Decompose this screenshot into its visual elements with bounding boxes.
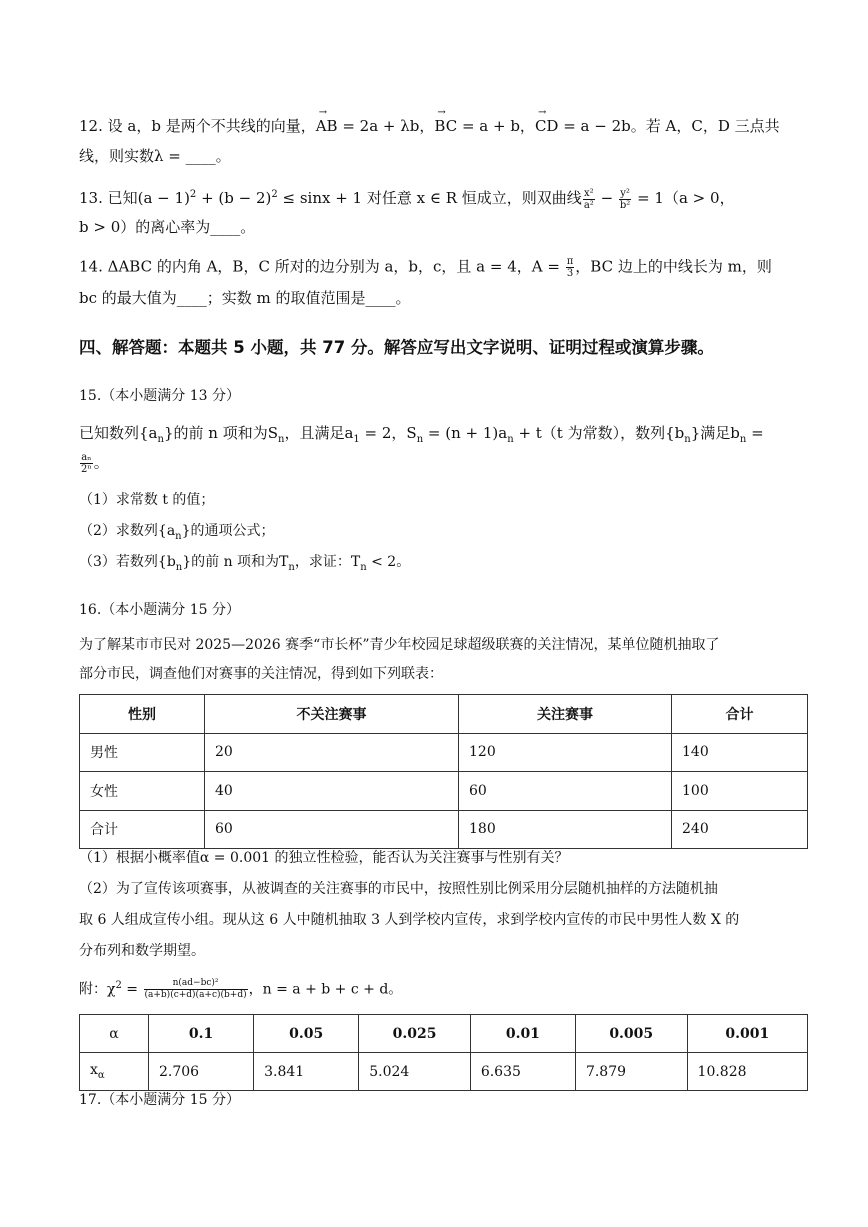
table-cell: 6.635 bbox=[470, 1053, 575, 1091]
q12-line1: 12. 设 a，b 是两个不共线的向量，→ AB = 2a + λb，→ BC = a + b，→ CD = a − 2b。若 A，C，D 三点共 bbox=[79, 116, 780, 136]
table-header-cell: 0.1 bbox=[149, 1015, 254, 1053]
table-header-row bbox=[80, 1015, 808, 1053]
table-header-row bbox=[80, 695, 808, 734]
table-cell: 60 bbox=[205, 810, 459, 849]
table-row bbox=[80, 810, 808, 849]
table-header-cell: 0.01 bbox=[470, 1015, 575, 1053]
table-cell: 5.024 bbox=[359, 1053, 471, 1091]
table-cell: 女性 bbox=[80, 772, 205, 811]
table-header-cell: 0.005 bbox=[575, 1015, 687, 1053]
table-cell: 40 bbox=[205, 772, 459, 811]
table-header-cell: 关注赛事 bbox=[459, 695, 672, 734]
q15-part2: （2）求数列$\{a_n\}$的通项公式； bbox=[79, 523, 275, 542]
q16-part1: （1）根据小概率值α = 0.001 的独立性检验，能否认为关注赛事与性别有关？ bbox=[79, 850, 569, 866]
table-cell: 60 bbox=[459, 772, 672, 811]
q17-header: 17.（本小题满分 15 分） bbox=[79, 1092, 240, 1108]
q15-part1: （1）求常数 t 的值； bbox=[79, 492, 215, 508]
table-header-cell: 0.05 bbox=[254, 1015, 359, 1053]
q15-stem-fraction: $\frac{\text{aₙ}}{\text{2ⁿ}}$ 。 bbox=[81, 452, 109, 475]
table-header-cell: 合计 bbox=[672, 695, 808, 734]
table-cell: 10.828 bbox=[687, 1053, 807, 1091]
q15-stem: 已知数列$\{a_n\}$的前 n 项和为$S_n$，且满足$a_1 = 2$，$S_n = (n + 1)a_n + t(t$ 为常数），数列$\{b_n\}$满足$b_n$ = bbox=[79, 424, 764, 445]
contingency-table bbox=[79, 694, 808, 849]
table-cell: 合计 bbox=[80, 810, 205, 849]
table-header-cell: α bbox=[80, 1015, 149, 1053]
q12-line2: 线，则实数λ = ____。 bbox=[79, 147, 231, 165]
table-cell: 7.879 bbox=[575, 1053, 687, 1091]
table-cell: 140 bbox=[672, 733, 808, 772]
table-cell: $x_\alpha$ bbox=[80, 1053, 149, 1091]
pi-over-three: $\frac{\pi}{3}$ bbox=[566, 256, 574, 279]
table-cell: 100 bbox=[672, 772, 808, 811]
table-row bbox=[80, 772, 808, 811]
q13-line1: 13. 已知$(a - 1)^2 + (b - 2)^2 \le \sin x + 1$ 对任意 x ∈ R 恒成立，则双曲线 $\frac{\text{x²}}{\text{a²}}$ − $\frac{\text{y²}}{\text{b²}}$ = 1（a > 0， bbox=[79, 187, 735, 211]
table-row bbox=[80, 1053, 808, 1091]
table-cell: 120 bbox=[459, 733, 672, 772]
table-cell: 240 bbox=[672, 810, 808, 849]
q16-stem-line1: 为了解某市市民对 2025—2026 赛季“市长杯”青少年校园足球超级联赛的关注情况，某单位随机抽取了 bbox=[79, 637, 720, 653]
q16-stem-line2: 部分市民，调查他们对赛事的关注情况，得到如下列联表： bbox=[79, 666, 443, 682]
table-cell: 2.706 bbox=[149, 1053, 254, 1091]
chi-square-formula: 附：$\chi^2$ = $\frac{\text{n(ad−bc)²}}{(a+b)(c+d)(a+c)(b+d)}$ ，n = a + b + c + d。 bbox=[79, 978, 403, 1001]
q15-header: 15.（本小题满分 13 分） bbox=[79, 388, 240, 404]
q13-line2: b > 0）的离心率为____。 bbox=[79, 218, 256, 236]
section-heading: 四、解答题：本题共 5 小题，共 77 分。解答应写出文字说明、证明过程或演算步骤。 bbox=[79, 338, 714, 357]
table-row bbox=[80, 733, 808, 772]
q15-part3: （3）若数列$\{b_n\}$的前 n 项和为$T_n$，求证：$T_n < 2$。 bbox=[79, 554, 411, 573]
table-header-cell: 性别 bbox=[80, 695, 205, 734]
table-cell: 20 bbox=[205, 733, 459, 772]
critical-value-table bbox=[79, 1014, 808, 1091]
table-cell: 男性 bbox=[80, 733, 205, 772]
q16-part2-line2: 取 6 人组成宣传小组。现从这 6 人中随机抽取 3 人到学校内宣传，求到学校内宣传的市民中男性人数 X 的 bbox=[79, 912, 740, 928]
hyperbola-x-fraction: $\frac{\text{x²}}{\text{a²}}$ bbox=[583, 187, 594, 211]
q16-header: 16.（本小题满分 15 分） bbox=[79, 602, 240, 618]
table-cell: 3.841 bbox=[254, 1053, 359, 1091]
q14-line1: 14. ΔABC 的内角 A，B，C 所对的边分别为 a，b，c，且 a = 4，A = $\frac{\pi}{3}$ ，BC 边上的中线长为 m，则 bbox=[79, 256, 772, 279]
table-cell: 180 bbox=[459, 810, 672, 849]
q16-part2-line3: 分布列和数学期望。 bbox=[79, 943, 205, 959]
table-header-cell: 不关注赛事 bbox=[205, 695, 459, 734]
table-header-cell: 0.001 bbox=[687, 1015, 807, 1053]
table-header-cell: 0.025 bbox=[359, 1015, 471, 1053]
hyperbola-y-fraction: $\frac{\text{y²}}{\text{b²}}$ bbox=[619, 187, 631, 211]
q16-part2-line1: （2）为了宣传该项赛事，从被调查的关注赛事的市民中，按照性别比例采用分层随机抽样的方法随机抽 bbox=[79, 881, 718, 897]
q14-line2: bc 的最大值为____；实数 m 的取值范围是____。 bbox=[79, 289, 411, 307]
